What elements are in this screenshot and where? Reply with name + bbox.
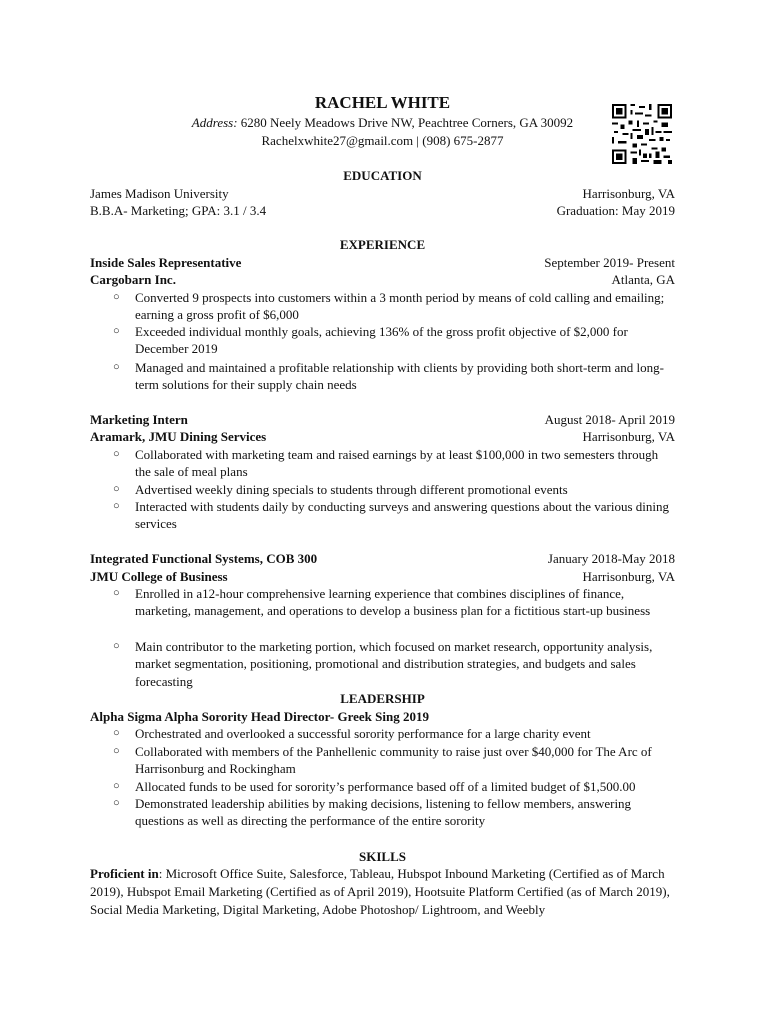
list-item xyxy=(113,778,673,795)
job-title-row xyxy=(90,550,675,567)
contact-line: Rachelxwhite27@gmail.com | (908) 675-2877 xyxy=(261,133,504,148)
bullet-text: Collaborated with members of the Panhellenic community to raise just over $40,000 for The Arc of Harrisonburg and Rockingham xyxy=(135,744,652,777)
applicant-name: RACHEL WHITE xyxy=(314,93,451,112)
bullet-text: Converted 9 prospects into customers within a 3 month period by means of cold calling and emailing; earning a gross profit of $6,000 xyxy=(135,290,665,323)
bullet-icon: ○ xyxy=(113,780,120,792)
job-dates: September 2019- Present xyxy=(544,255,675,270)
job-title: Marketing Intern xyxy=(90,412,188,427)
job-org-row xyxy=(90,271,675,288)
job-org: Aramark, JMU Dining Services xyxy=(90,429,267,444)
bullet-text: Main contributor to the marketing portion, which focused on market research, opportunity analysis, market segmentation, positioning, promotional and distribution strategies, and budgets and sales forecasting xyxy=(135,639,653,689)
bullet-text: Orchestrated and overlooked a successful sorority performance for a large charity event xyxy=(135,726,591,741)
bullet-icon: ○ xyxy=(113,500,120,512)
education-row-1 xyxy=(90,185,675,202)
bullet-icon: ○ xyxy=(113,448,120,460)
bullet-text: Exceeded individual monthly goals, achieving 136% of the gross profit objective of $2,000 for December 2019 xyxy=(135,324,628,357)
job-org-row xyxy=(90,568,675,585)
job-title: Inside Sales Representative xyxy=(90,255,242,270)
list-item xyxy=(113,289,673,324)
skills-heading: SKILLS xyxy=(359,849,406,864)
job-location: Atlanta, GA xyxy=(611,272,675,287)
list-item xyxy=(113,323,673,358)
bullet-text: Interacted with students daily by conducting surveys and answering questions about the various dining services xyxy=(135,499,669,532)
bullet-icon: ○ xyxy=(113,291,120,303)
education-row-2 xyxy=(90,202,675,219)
bullet-icon: ○ xyxy=(113,587,120,599)
bullet-icon: ○ xyxy=(113,640,120,652)
qr-code-icon xyxy=(612,104,672,164)
list-item xyxy=(113,359,673,394)
list-item xyxy=(113,585,673,620)
list-item xyxy=(113,446,673,481)
bullet-icon: ○ xyxy=(113,797,120,809)
school-location: Harrisonburg, VA xyxy=(582,186,675,201)
leadership-title-row xyxy=(90,708,675,725)
bullet-text: Collaborated with marketing team and raised earnings by at least $100,000 in two semesters through the sale of meal plans xyxy=(135,447,659,480)
bullet-icon: ○ xyxy=(113,361,120,373)
job-title-row xyxy=(90,411,675,428)
bullet-icon: ○ xyxy=(113,727,120,739)
job-dates: January 2018-May 2018 xyxy=(547,551,675,566)
list-item xyxy=(113,743,673,778)
list-item xyxy=(113,498,673,533)
list-item xyxy=(113,481,673,498)
job-dates: August 2018- April 2019 xyxy=(544,412,675,427)
bullet-text: Demonstrated leadership abilities by making decisions, listening to fellow members, answering questions as well as directing the performance of the entire sorority xyxy=(135,796,632,829)
job-org-row xyxy=(90,428,675,445)
job-title-row xyxy=(90,254,675,271)
skills-paragraph xyxy=(90,865,675,919)
job-title: Integrated Functional Systems, COB 300 xyxy=(90,551,318,566)
job-location: Harrisonburg, VA xyxy=(582,569,675,584)
skills-text: : Microsoft Office Suite, Salesforce, Tableau, Hubspot Inbound Marketing (Certified as of March 2019), Hubspot Email Marketing (Certified as of April 2019), Hootsuite Platform Certified (as of March 2019), Social Media Marketing, Digital Marketing, Adobe Photoshop/ Lightroom, and Weebly xyxy=(90,866,670,917)
job-location: Harrisonburg, VA xyxy=(582,429,675,444)
bullet-text: Managed and maintained a profitable relationship with clients by providing both short-term and long-term solutions for their supply chain needs xyxy=(135,360,664,393)
bullet-icon: ○ xyxy=(113,325,120,337)
leadership-heading: LEADERSHIP xyxy=(340,691,425,706)
bullet-icon: ○ xyxy=(113,483,120,495)
education-heading: EDUCATION xyxy=(343,168,422,183)
bullet-text: Advertised weekly dining specials to students through different promotional events xyxy=(135,482,568,497)
bullet-icon: ○ xyxy=(113,745,120,757)
leadership-title: Alpha Sigma Alpha Sorority Head Director- Greek Sing 2019 xyxy=(90,709,429,724)
job-org: Cargobarn Inc. xyxy=(90,272,176,287)
address-line xyxy=(90,114,675,131)
list-item xyxy=(113,638,673,690)
graduation-date: Graduation: May 2019 xyxy=(556,203,675,218)
experience-heading: EXPERIENCE xyxy=(339,237,426,252)
bullet-text: Enrolled in a12-hour comprehensive learning experience that combines disciplines of finance, marketing, management, and operations to develop a business plan for a fictitious start-up business xyxy=(135,586,651,619)
skills-label: Proficient in xyxy=(90,866,159,881)
job-org: JMU College of Business xyxy=(90,569,228,584)
bullet-text: Allocated funds to be used for sorority’s performance based off of a limited budget of $1,500.00 xyxy=(135,779,636,794)
list-item xyxy=(113,795,673,830)
school-name: James Madison University xyxy=(90,186,229,201)
address-label: Address: xyxy=(191,115,238,130)
degree: B.B.A- Marketing; GPA: 3.1 / 3.4 xyxy=(90,203,267,218)
list-item xyxy=(113,725,673,742)
address-value: 6280 Neely Meadows Drive NW, Peachtree Corners, GA 30092 xyxy=(240,115,574,130)
